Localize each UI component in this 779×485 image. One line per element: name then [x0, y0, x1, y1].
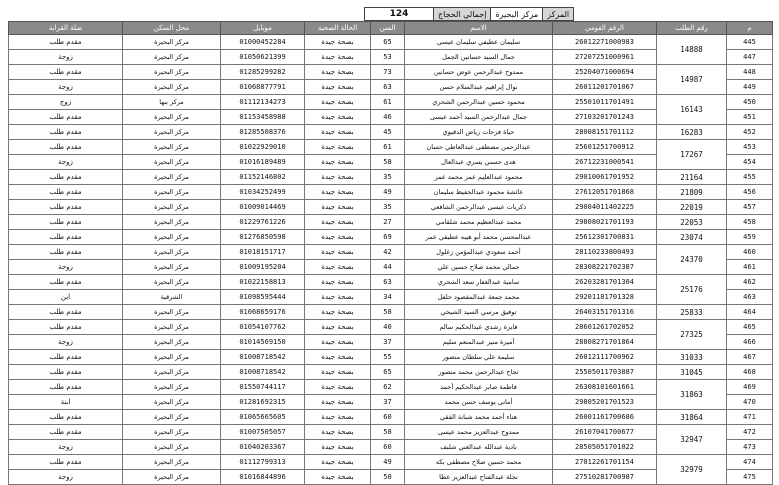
table-row [9, 215, 773, 230]
col-header-national-id: الرقم القومي [553, 22, 657, 35]
health-cell: بصحة جيدة [305, 425, 371, 440]
relation-cell: مقدم طلب [9, 305, 123, 320]
national-id-cell: 26011201701067 [553, 80, 657, 95]
mobile-cell: 01050621399 [221, 50, 305, 65]
residence-cell: مركز البحيرة [123, 215, 221, 230]
seq-cell: 456 [727, 185, 773, 200]
table-row [9, 245, 773, 260]
residence-cell: مركز البحيرة [123, 80, 221, 95]
age-cell: 40 [371, 320, 405, 335]
national-id-cell: 28601261702052 [553, 320, 657, 335]
residence-cell: مركز البحيرة [123, 230, 221, 245]
total-label: إجمالي الحجاج [434, 8, 491, 21]
col-header-health: الحالة الصحية [305, 22, 371, 35]
mobile-cell: 01285508376 [221, 125, 305, 140]
national-id-cell: 29004011402225 [553, 200, 657, 215]
national-id-cell: 27103201701243 [553, 110, 657, 125]
seq-cell: 455 [727, 170, 773, 185]
name-cell: عبدالمحسن محمد أبو هيبه عطيفي عمر [405, 230, 553, 245]
national-id-cell: 27012261701154 [553, 455, 657, 470]
health-cell: بصحة جيدة [305, 395, 371, 410]
seq-cell: 458 [727, 215, 773, 230]
table-row [9, 140, 773, 155]
age-cell: 53 [371, 50, 405, 65]
seq-cell: 471 [727, 410, 773, 425]
national-id-cell: 26403151701316 [553, 305, 657, 320]
health-cell: بصحة جيدة [305, 185, 371, 200]
seq-cell: 472 [727, 425, 773, 440]
health-cell: بصحة جيدة [305, 365, 371, 380]
national-id-cell: 29201181701328 [553, 290, 657, 305]
relation-cell: زوجة [9, 155, 123, 170]
relation-cell: ابن [9, 290, 123, 305]
residence-cell: مركز البحيرة [123, 440, 221, 455]
pilgrims-table [8, 21, 773, 485]
national-id-cell: 25612301700831 [553, 230, 657, 245]
request-number-cell: 17267 [657, 140, 727, 170]
mobile-cell: 01068659176 [221, 305, 305, 320]
seq-cell: 459 [727, 230, 773, 245]
residence-cell: مركز البحيرة [123, 410, 221, 425]
request-number-cell: 21809 [657, 185, 727, 200]
center-value: مركز البحيرة [491, 8, 543, 21]
health-cell: بصحة جيدة [305, 410, 371, 425]
residence-cell: مركز البحيرة [123, 125, 221, 140]
mobile-cell: 01034252499 [221, 185, 305, 200]
health-cell: بصحة جيدة [305, 380, 371, 395]
residence-cell: مركز البحيرة [123, 335, 221, 350]
age-cell: 60 [371, 440, 405, 455]
health-cell: بصحة جيدة [305, 110, 371, 125]
age-cell: 55 [371, 350, 405, 365]
mobile-cell: 01285299282 [221, 65, 305, 80]
relation-cell: زوجة [9, 80, 123, 95]
table-row [9, 350, 773, 365]
relation-cell: مقدم طلب [9, 170, 123, 185]
residence-cell: مركز البحيرة [123, 35, 221, 50]
national-id-cell: 25501011701491 [553, 95, 657, 110]
mobile-cell: 01040203367 [221, 440, 305, 455]
name-cell: محمد عبدالعظيم محمد شلقامي [405, 215, 553, 230]
request-number-cell: 21164 [657, 170, 727, 185]
age-cell: 46 [371, 110, 405, 125]
relation-cell: مقدم طلب [9, 365, 123, 380]
table-row [9, 230, 773, 245]
age-cell: 61 [371, 140, 405, 155]
seq-cell: 447 [727, 50, 773, 65]
name-cell: أميرة منير عبدالمنعم سليم [405, 335, 553, 350]
name-cell: سامية عبدالغفار سعد الشحري [405, 275, 553, 290]
age-cell: 34 [371, 290, 405, 305]
age-cell: 58 [371, 425, 405, 440]
health-cell: بصحة جيدة [305, 290, 371, 305]
health-cell: بصحة جيدة [305, 125, 371, 140]
mobile-cell: 01008718542 [221, 365, 305, 380]
health-cell: بصحة جيدة [305, 455, 371, 470]
national-id-cell: 29010061701952 [553, 170, 657, 185]
national-id-cell: 25601251700912 [553, 140, 657, 155]
health-cell: بصحة جيدة [305, 230, 371, 245]
request-number-cell: 25176 [657, 275, 727, 305]
health-cell: بصحة جيدة [305, 95, 371, 110]
col-header-relation: صلة القرابة [9, 22, 123, 35]
national-id-cell: 27207251000961 [553, 50, 657, 65]
residence-cell: مركز البحيرة [123, 185, 221, 200]
seq-cell: 452 [727, 125, 773, 140]
name-cell: هناء أحمد محمد شبانة الفقي [405, 410, 553, 425]
col-header-seq: م [727, 22, 773, 35]
request-number-cell: 16283 [657, 125, 727, 140]
national-id-cell: 28808271701864 [553, 335, 657, 350]
age-cell: 35 [371, 200, 405, 215]
health-cell: بصحة جيدة [305, 50, 371, 65]
age-cell: 35 [371, 170, 405, 185]
request-number-cell: 14888 [657, 35, 727, 65]
national-id-cell: 29808021701193 [553, 215, 657, 230]
age-cell: 37 [371, 395, 405, 410]
table-header-row [9, 22, 773, 35]
age-cell: 44 [371, 260, 405, 275]
residence-cell: الشرقية [123, 290, 221, 305]
request-number-cell: 22019 [657, 200, 727, 215]
name-cell: نوال إبراهيم عبدالسلام حسن [405, 80, 553, 95]
name-cell: ممدوح عبدالرحمن عوض حسانين [405, 65, 553, 80]
age-cell: 42 [371, 245, 405, 260]
seq-cell: 454 [727, 155, 773, 170]
name-cell: نجاح عبدالرحمن محمد منصور [405, 365, 553, 380]
residence-cell: مركز البحيرة [123, 470, 221, 485]
residence-cell: مركز البحيرة [123, 155, 221, 170]
name-cell: هدى حسني يسري عبدالعال [405, 155, 553, 170]
col-header-mobile: موبايل [221, 22, 305, 35]
name-cell: أماني يوسف حسن محمد [405, 395, 553, 410]
residence-cell: مركز البحيرة [123, 200, 221, 215]
residence-cell: مركز البحيرة [123, 320, 221, 335]
mobile-cell: 01014569150 [221, 335, 305, 350]
table-row [9, 35, 773, 50]
seq-cell: 445 [727, 35, 773, 50]
residence-cell: مركز البحيرة [123, 50, 221, 65]
mobile-cell: 01007505057 [221, 425, 305, 440]
relation-cell: زوجة [9, 260, 123, 275]
residence-cell: مركز البحيرة [123, 65, 221, 80]
age-cell: 63 [371, 275, 405, 290]
mobile-cell: 01008718542 [221, 350, 305, 365]
table-row [9, 65, 773, 80]
request-number-cell: 32979 [657, 455, 727, 485]
mobile-cell: 01098595444 [221, 290, 305, 305]
residence-cell: مركز البحيرة [123, 365, 221, 380]
age-cell: 45 [371, 125, 405, 140]
name-cell: نجلة عبدالفتاح عبدالعزيز عطا [405, 470, 553, 485]
seq-cell: 460 [727, 245, 773, 260]
relation-cell: مقدم طلب [9, 140, 123, 155]
seq-cell: 463 [727, 290, 773, 305]
age-cell: 49 [371, 455, 405, 470]
relation-cell: مقدم طلب [9, 320, 123, 335]
national-id-cell: 28505051701022 [553, 440, 657, 455]
mobile-cell: 01000452284 [221, 35, 305, 50]
name-cell: محمود عبدالعليم عمر محمد عمر [405, 170, 553, 185]
relation-cell: مقدم طلب [9, 455, 123, 470]
health-cell: بصحة جيدة [305, 200, 371, 215]
seq-cell: 470 [727, 395, 773, 410]
national-id-cell: 27612051701868 [553, 185, 657, 200]
summary-box [364, 7, 574, 21]
age-cell: 49 [371, 185, 405, 200]
name-cell: ذكريات عيسى عبدالرحمن الشافعي [405, 200, 553, 215]
request-number-cell: 25833 [657, 305, 727, 320]
residence-cell: مركز البحيرة [123, 245, 221, 260]
name-cell: محمد جمعة عبدالمقصود حلفل [405, 290, 553, 305]
request-number-cell: 22053 [657, 215, 727, 230]
table-row [9, 170, 773, 185]
age-cell: 62 [371, 380, 405, 395]
age-cell: 69 [371, 230, 405, 245]
mobile-cell: 01152146802 [221, 170, 305, 185]
age-cell: 73 [371, 65, 405, 80]
relation-cell: زوجة [9, 470, 123, 485]
relation-cell: زوجة [9, 440, 123, 455]
table-row [9, 425, 773, 440]
table-row [9, 200, 773, 215]
name-cell: محمود حسين عبدالرحمن الشحري [405, 95, 553, 110]
request-number-cell: 31033 [657, 350, 727, 365]
request-number-cell: 27325 [657, 320, 727, 350]
seq-cell: 473 [727, 440, 773, 455]
mobile-cell: 01054107762 [221, 320, 305, 335]
total-value: 124 [365, 8, 434, 21]
national-id-cell: 25204071000694 [553, 65, 657, 80]
name-cell: أحمد سعودي عبدالمؤمن زغلول [405, 245, 553, 260]
table-row [9, 305, 773, 320]
seq-cell: 461 [727, 260, 773, 275]
national-id-cell: 26012111700962 [553, 350, 657, 365]
seq-cell: 457 [727, 200, 773, 215]
name-cell: نادية عبدالله عبدالغني شلبف [405, 440, 553, 455]
name-cell: فايزة رشدي عبدالحكيم سالم [405, 320, 553, 335]
request-number-cell: 24370 [657, 245, 727, 275]
name-cell: جمال عبدالرحمن السيد أحمد عيسى [405, 110, 553, 125]
age-cell: 58 [371, 155, 405, 170]
age-cell: 65 [371, 35, 405, 50]
residence-cell: مركز البحيرة [123, 260, 221, 275]
national-id-cell: 26308101601661 [553, 380, 657, 395]
relation-cell: ابنة [9, 395, 123, 410]
center-label: المركز [543, 8, 574, 21]
seq-cell: 465 [727, 320, 773, 335]
age-cell: 61 [371, 95, 405, 110]
mobile-cell: 01022929010 [221, 140, 305, 155]
relation-cell: مقدم طلب [9, 35, 123, 50]
age-cell: 60 [371, 410, 405, 425]
national-id-cell: 28008151701112 [553, 125, 657, 140]
age-cell: 50 [371, 470, 405, 485]
seq-cell: 468 [727, 365, 773, 380]
health-cell: بصحة جيدة [305, 65, 371, 80]
seq-cell: 448 [727, 65, 773, 80]
request-number-cell: 32947 [657, 425, 727, 455]
mobile-cell: 01112134273 [221, 95, 305, 110]
residence-cell: مركز البحيرة [123, 305, 221, 320]
health-cell: بصحة جيدة [305, 80, 371, 95]
table-row [9, 185, 773, 200]
name-cell: سليمة علي سلطان منصور [405, 350, 553, 365]
age-cell: 37 [371, 335, 405, 350]
residence-cell: مركز البحيرة [123, 455, 221, 470]
national-id-cell: 26012271000983 [553, 35, 657, 50]
relation-cell: مقدم طلب [9, 230, 123, 245]
mobile-cell: 01009014469 [221, 200, 305, 215]
relation-cell: مقدم طلب [9, 275, 123, 290]
table-row [9, 410, 773, 425]
residence-cell: مركز البحيرة [123, 395, 221, 410]
national-id-cell: 26203281701304 [553, 275, 657, 290]
health-cell: بصحة جيدة [305, 350, 371, 365]
name-cell: ممدوح عبدالعزيز محمد عيسى [405, 425, 553, 440]
health-cell: بصحة جيدة [305, 245, 371, 260]
residence-cell: مركز البحيرة [123, 425, 221, 440]
col-header-name: الاسم [405, 22, 553, 35]
seq-cell: 450 [727, 95, 773, 110]
relation-cell: زوجة [9, 335, 123, 350]
mobile-cell: 01016844896 [221, 470, 305, 485]
national-id-cell: 28308221702387 [553, 260, 657, 275]
relation-cell: زوجة [9, 50, 123, 65]
relation-cell: مقدم طلب [9, 65, 123, 80]
seq-cell: 475 [727, 470, 773, 485]
age-cell: 27 [371, 215, 405, 230]
health-cell: بصحة جيدة [305, 140, 371, 155]
health-cell: بصحة جيدة [305, 320, 371, 335]
mobile-cell: 01016189489 [221, 155, 305, 170]
request-number-cell: 31864 [657, 410, 727, 425]
relation-cell: زوج [9, 95, 123, 110]
table-row [9, 125, 773, 140]
seq-cell: 449 [727, 80, 773, 95]
name-cell: محمد حسين صلاح مصطفى بكه [405, 455, 553, 470]
mobile-cell: 01112799313 [221, 455, 305, 470]
mobile-cell: 01068877791 [221, 80, 305, 95]
table-row [9, 95, 773, 110]
national-id-cell: 26001161700686 [553, 410, 657, 425]
relation-cell: مقدم طلب [9, 410, 123, 425]
relation-cell: مقدم طلب [9, 125, 123, 140]
mobile-cell: 01276850598 [221, 230, 305, 245]
health-cell: بصحة جيدة [305, 260, 371, 275]
age-cell: 63 [371, 80, 405, 95]
relation-cell: مقدم طلب [9, 200, 123, 215]
relation-cell: مقدم طلب [9, 110, 123, 125]
seq-cell: 466 [727, 335, 773, 350]
name-cell: فاطمة صابر عبدالحكيم أحمد [405, 380, 553, 395]
col-header-residence: محل السكن [123, 22, 221, 35]
request-number-cell: 16143 [657, 95, 727, 125]
name-cell: حياة فرحات رياض الدقيوي [405, 125, 553, 140]
name-cell: سليمان عطيفي سليمان عيسى [405, 35, 553, 50]
table-body [9, 35, 773, 485]
residence-cell: مركز البحيرة [123, 110, 221, 125]
health-cell: بصحة جيدة [305, 215, 371, 230]
health-cell: بصحة جيدة [305, 335, 371, 350]
relation-cell: مقدم طلب [9, 245, 123, 260]
mobile-cell: 01065665605 [221, 410, 305, 425]
seq-cell: 474 [727, 455, 773, 470]
name-cell: توفيق مرسي السيد الشيخي [405, 305, 553, 320]
seq-cell: 469 [727, 380, 773, 395]
residence-cell: مركز البحيرة [123, 140, 221, 155]
age-cell: 65 [371, 365, 405, 380]
national-id-cell: 28110233800493 [553, 245, 657, 260]
col-header-request: رقم الطلب [657, 22, 727, 35]
seq-cell: 464 [727, 305, 773, 320]
relation-cell: مقدم طلب [9, 380, 123, 395]
table-row [9, 365, 773, 380]
residence-cell: مركز البحيرة [123, 350, 221, 365]
health-cell: بصحة جيدة [305, 470, 371, 485]
health-cell: بصحة جيدة [305, 440, 371, 455]
health-cell: بصحة جيدة [305, 305, 371, 320]
name-cell: جمالي محمد صلاح حسين علي [405, 260, 553, 275]
health-cell: بصحة جيدة [305, 170, 371, 185]
relation-cell: مقدم طلب [9, 350, 123, 365]
mobile-cell: 01550744117 [221, 380, 305, 395]
request-number-cell: 23074 [657, 230, 727, 245]
residence-cell: مركز البحيرة [123, 380, 221, 395]
national-id-cell: 26107041700677 [553, 425, 657, 440]
mobile-cell: 01009195204 [221, 260, 305, 275]
seq-cell: 451 [727, 110, 773, 125]
seq-cell: 453 [727, 140, 773, 155]
table-row [9, 320, 773, 335]
mobile-cell: 01153458988 [221, 110, 305, 125]
relation-cell: مقدم طلب [9, 425, 123, 440]
residence-cell: مركز البحيرة [123, 275, 221, 290]
name-cell: عائشة محمود عبدالحفيظ سليمان [405, 185, 553, 200]
national-id-cell: 25505011703887 [553, 365, 657, 380]
mobile-cell: 01229761226 [221, 215, 305, 230]
seq-cell: 462 [727, 275, 773, 290]
national-id-cell: 26712231000541 [553, 155, 657, 170]
col-header-age: السن [371, 22, 405, 35]
table-row [9, 455, 773, 470]
request-number-cell: 14987 [657, 65, 727, 95]
request-number-cell: 31045 [657, 365, 727, 380]
residence-cell: مركز البحيرة [123, 170, 221, 185]
table-row [9, 275, 773, 290]
health-cell: بصحة جيدة [305, 35, 371, 50]
national-id-cell: 29805201701523 [553, 395, 657, 410]
age-cell: 58 [371, 305, 405, 320]
mobile-cell: 01018151717 [221, 245, 305, 260]
relation-cell: مقدم طلب [9, 215, 123, 230]
mobile-cell: 01281692315 [221, 395, 305, 410]
health-cell: بصحة جيدة [305, 155, 371, 170]
health-cell: بصحة جيدة [305, 275, 371, 290]
residence-cell: مركز بنها [123, 95, 221, 110]
name-cell: جمال السيد حسانين الجمل [405, 50, 553, 65]
table-row [9, 380, 773, 395]
mobile-cell: 01022158813 [221, 275, 305, 290]
document-title [0, 0, 779, 4]
request-number-cell: 31863 [657, 380, 727, 410]
relation-cell: مقدم طلب [9, 185, 123, 200]
national-id-cell: 27510281700987 [553, 470, 657, 485]
name-cell: عبدالرحمن مصطفى عبدالعاطي حسان [405, 140, 553, 155]
seq-cell: 467 [727, 350, 773, 365]
